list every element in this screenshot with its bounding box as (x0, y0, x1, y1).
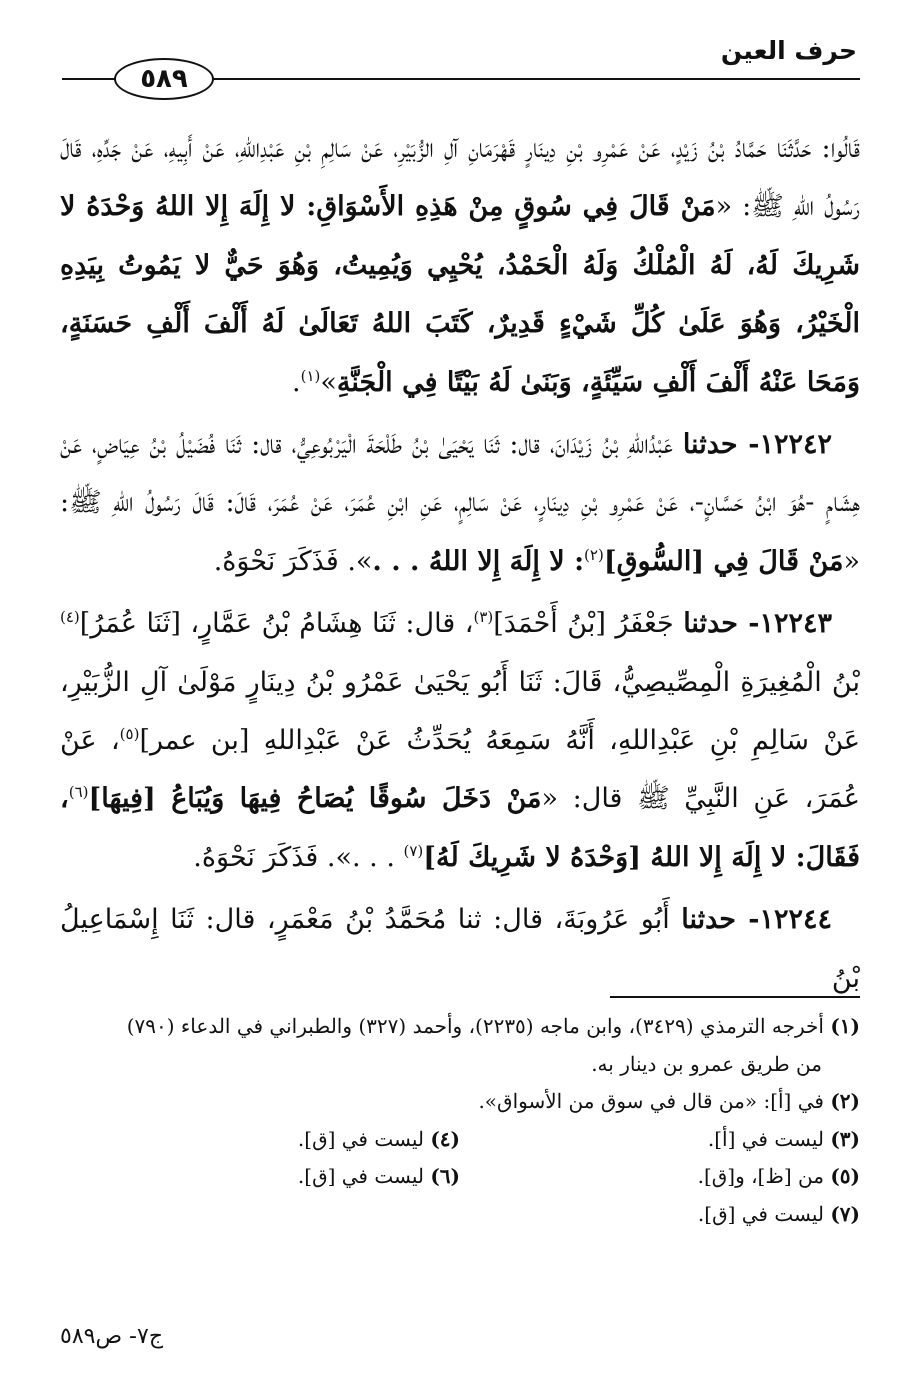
footnote-number: (٧) (830, 1201, 860, 1226)
paragraph-hadith-continuation (60, 120, 860, 412)
haddathana-label: - حدثنا (681, 904, 760, 936)
quote-end: . . .». فَذَكَرَ نَحْوَهُ. (193, 841, 404, 873)
footnote-ref-6[interactable]: (٦) (68, 783, 89, 802)
footnote-number: (٦) (430, 1164, 460, 1188)
footnote-7 (60, 1196, 860, 1234)
footnote-4 (60, 1121, 460, 1159)
page-number-badge: ٥٨٩ (114, 58, 214, 100)
footnote-row (60, 1121, 860, 1159)
footnote-number: (٢) (830, 1089, 860, 1113)
footnote-text: ليست في [أ]. (707, 1126, 824, 1151)
narration-chain: أَبُو عَرُوبَةَ، قال: ثنا مُحَمَّدُ بْنُ مَعْمَرٍ، قال: ثَنَا إِسْمَاعِيلُ بْنُ (60, 904, 860, 994)
paragraph-hadith-12243 (60, 595, 860, 887)
hadith-text-cont: ، فَقَالَ: لا إِلَهَ إِلا اللهُ [وَحْدَهُ لا شَرِيكَ لَهُ] (60, 783, 860, 873)
footnote-number: (٤) (430, 1126, 460, 1151)
haddathana-label: - حدثنا (682, 429, 760, 461)
quote-end: » (320, 366, 337, 398)
hadith-number: ١٢٢٤٢ (759, 429, 832, 461)
hadith-text: مَنْ دَخَلَ سُوقًا يُصَاحُ فِيهَا وَيُبَاعُ [فِيهَا] (88, 783, 542, 815)
chapter-title: حرف العين (720, 36, 857, 65)
quote-end: ». فَذَكَرَ نَحْوَهُ. (213, 545, 373, 577)
hadith-text: مَنْ قَالَ فِي [السُّوقِ] (603, 545, 844, 577)
narration-chain: عَبْدُاللهِ بْنُ زَيْدَانَ، قال: ثَنَا يَحْيَىٰ بْنُ طَلْحَةَ الْيَرْبُوعِيُّ، قال: ثَنَا فُضَيْلُ بْنُ عِيَاضٍ، عَنْ هِشَامٍ -هُوَ ابْنُ حَسَّانٍ-، عَنْ عَمْرِو بْنِ دِينَارٍ، عَنْ سَالِمٍ، عَنِ ابْنِ عُمَرَ، عَنْ عُمَرَ، قَالَ: قَالَ رَسُولُ اللهِ ﷺ: « (60, 429, 860, 577)
sentence-end: . (292, 366, 301, 398)
narration-chain: قَالُوا: حَدَّثَنَا حَمَّادُ بْنُ زَيْدٍ، عَنْ عَمْرِو بْنِ دِينَارٍ قَهْرَمَانِ آلِ الزُّبَيْرِ، عَنْ سَالِمِ بْنِ عَبْدِاللهِ، عَنْ أَبِيهِ، عَنْ جَدِّهِ، قَالَ رَسُولُ اللهِ ﷺ: « (60, 133, 861, 223)
footnote-text: ليست في [ق]. (297, 1164, 424, 1188)
footnote-ref-2[interactable]: (٢) (584, 545, 604, 564)
hadith-text-cont: : لا إِلَهَ إِلا اللهُ . . . (372, 545, 585, 577)
footnote-text: أخرجه الترمذي (٣٤٢٩)، وابن ماجه (٢٢٣٥)، وأحمد (٣٢٧) والطبراني في الدعاء (٧٩٠) (126, 1014, 824, 1038)
footnote-ref-4[interactable]: (٤) (60, 608, 80, 627)
paragraph-hadith-12244 (60, 891, 860, 1008)
footnote-row (60, 1158, 860, 1196)
footnote-text: ليست في [ق]. (697, 1201, 824, 1226)
footnotes (60, 1008, 860, 1233)
narration-chain-cont: ، عَنْ عُمَرَ، عَنِ النَّبِيِّ ﷺ قال: « (60, 725, 860, 815)
narration-chain-cont: ، قال: ثَنَا هِشَامُ بْنُ عَمَّارٍ، [ثَنَا عُمَرُ] (79, 608, 474, 640)
page-header (0, 0, 919, 110)
footnote-1-continuation: من طريق عمرو بن دينار به. (591, 1051, 822, 1076)
footnote-ref-3[interactable]: (٣) (473, 608, 494, 627)
footnote-3 (460, 1121, 860, 1159)
footnote-6 (60, 1158, 460, 1196)
footnote-number: (١) (830, 1014, 860, 1038)
paragraph-hadith-12242 (60, 416, 860, 591)
footnote-number: (٣) (830, 1126, 860, 1151)
narration-chain: جَعْفَرُ [بْنُ أَحْمَدَ] (493, 608, 684, 640)
footnote-ref-7[interactable]: (٧) (403, 841, 424, 860)
narration-chain-cont: بْنُ الْمُغِيرَةِ الْمِصِّيصِيُّ، قَالَ: ثَنَا أَبُو يَحْيَىٰ عَمْرُو بْنُ دِينَارٍ مَوْلَىٰ آلِ الزُّبَيْرِ، عَنْ سَالِمِ بْنِ عَبْدِاللهِ، أَنَّهُ سَمِعَهُ يُحَدِّثُ عَنْ عَبْدِاللهِ [بن عمر] (60, 666, 860, 757)
hadith-number: ١٢٢٤٤ (759, 904, 832, 936)
footnote-1 (60, 1008, 860, 1046)
haddathana-label: - حدثنا (683, 608, 760, 640)
footnote-ref-1[interactable]: (١) (300, 366, 321, 385)
footnote-text: من [ظ]، و[ق]. (697, 1164, 824, 1188)
hadith-number: ١٢٢٤٣ (759, 608, 832, 640)
hadith-text: مَنْ قَالَ فِي سُوقٍ مِنْ هَذِهِ الأَسْوَاقِ: لا إِلَهَ إِلا اللهُ وَحْدَهُ لا شَرِيكَ لَهُ، لَهُ الْمُلْكُ وَلَهُ الْحَمْدُ، يُحْيِي وَيُمِيتُ، وَهُوَ حَيٌّ لا يَمُوتُ بِيَدِهِ الْخَيْرُ، وَهُوَ عَلَىٰ كُلِّ شَيْءٍ قَدِيرٌ، كَتَبَ اللهُ تَعَالَىٰ لَهُ أَلْفَ أَلْفِ حَسَنَةٍ، وَمَحَا عَنْهُ أَلْفَ أَلْفِ سَيِّئَةٍ، وَبَنَىٰ لَهُ بَيْتًا فِي الْجَنَّةِ (60, 191, 860, 398)
footnote-ref-5[interactable]: (٥) (119, 725, 140, 744)
footnote-text: في [أ]: «من قال في سوق من الأسواق». (478, 1089, 824, 1113)
footnote-number: (٥) (830, 1164, 860, 1188)
footnote-5 (460, 1158, 860, 1196)
footnote-separator (610, 996, 860, 998)
footnote-2 (60, 1083, 860, 1121)
main-text (60, 120, 860, 1012)
footnote-text: ليست في [ق]. (297, 1126, 424, 1151)
volume-page-reference: ج٧- ص٥٨٩ (60, 1324, 164, 1349)
